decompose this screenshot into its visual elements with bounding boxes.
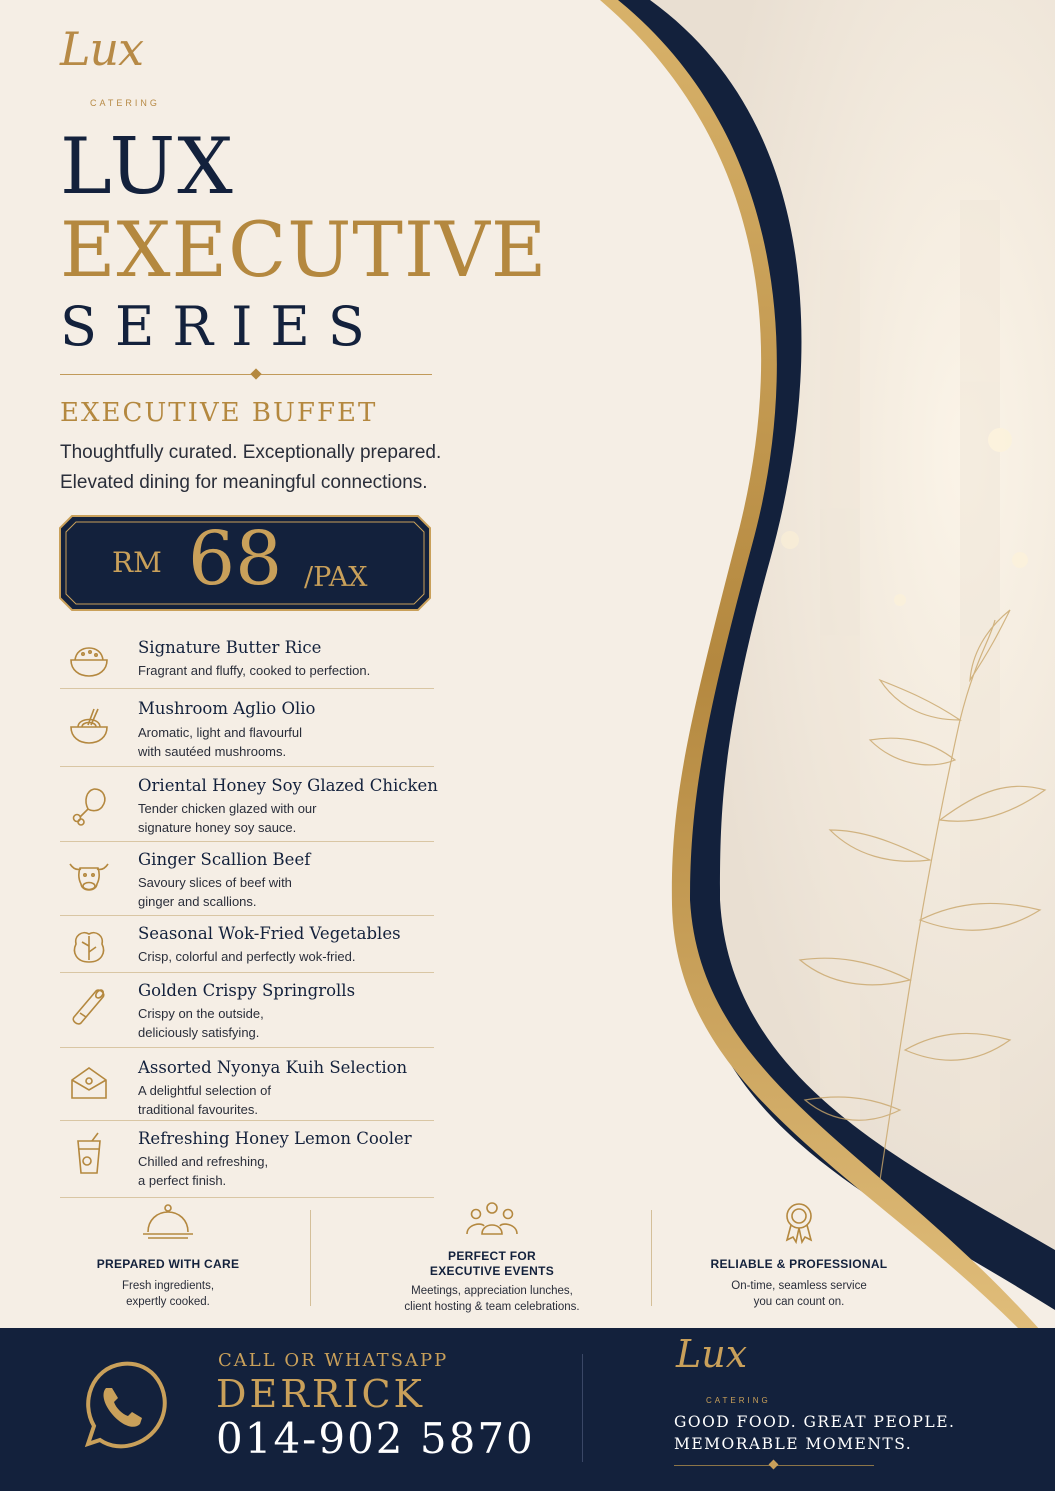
price-unit: /PAX bbox=[304, 562, 368, 593]
menu-item-name: Assorted Nyonya Kuih Selection bbox=[138, 1058, 408, 1077]
feature-title-line: PERFECT FOR bbox=[448, 1249, 536, 1263]
footer-slogan bbox=[674, 1411, 955, 1455]
feature-divider bbox=[651, 1210, 652, 1306]
cow-head-icon bbox=[66, 854, 112, 900]
tagline bbox=[60, 438, 441, 498]
menu-item-desc-line: Chilled and refreshing, bbox=[138, 1154, 269, 1169]
footer-divider bbox=[582, 1354, 583, 1462]
menu-item-desc-line: traditional favourites. bbox=[138, 1102, 258, 1117]
menu-item-desc-line: Crisp, colorful and perfectly wok-fried. bbox=[138, 949, 356, 964]
feature-desc-line: expertly cooked. bbox=[126, 1296, 210, 1308]
menu-item-desc-line: a perfect finish. bbox=[138, 1173, 227, 1188]
menu-item-name: Mushroom Aglio Olio bbox=[138, 699, 316, 718]
menu-item-desc bbox=[138, 947, 355, 966]
menu-item-desc-line: deliciously satisfying. bbox=[138, 1025, 260, 1040]
menu-item bbox=[60, 767, 438, 842]
footer-slogan-line: MEMORABLE MOMENTS. bbox=[674, 1435, 913, 1453]
feature-desc-line: client hosting & team celebrations. bbox=[404, 1301, 580, 1313]
menu-item-name: Refreshing Honey Lemon Cooler bbox=[138, 1129, 412, 1148]
menu-item-name: Signature Butter Rice bbox=[138, 638, 322, 657]
title-line-3: SERIES bbox=[60, 295, 383, 358]
menu-item-name: Ginger Scallion Beef bbox=[138, 850, 311, 869]
menu-item-desc-line: ginger and scallions. bbox=[138, 894, 257, 909]
menu-item-desc-line: Fragrant and fluffy, cooked to perfection. bbox=[138, 663, 371, 678]
contact-name: DERRICK bbox=[216, 1372, 425, 1416]
feature-desc-line: Meetings, appreciation lunches, bbox=[411, 1285, 573, 1297]
price-amount: 68 bbox=[188, 516, 283, 602]
feature-divider bbox=[310, 1210, 311, 1306]
brand-logo bbox=[58, 22, 188, 112]
menu-item bbox=[60, 1121, 434, 1198]
menu-item-desc bbox=[138, 873, 292, 911]
brand-logo-sub: CATERING bbox=[90, 98, 160, 108]
kuih-box-icon bbox=[66, 1060, 112, 1106]
feature-prepared-with-care bbox=[80, 1200, 256, 1310]
feature-desc bbox=[386, 1283, 598, 1315]
tagline-line: Thoughtfully curated. Exceptionally prepared. bbox=[60, 442, 442, 463]
menu-item bbox=[60, 1048, 434, 1121]
menu-item-desc bbox=[138, 1152, 268, 1190]
contact-phone[interactable]: 014-902 5870 bbox=[216, 1414, 535, 1463]
feature-title-line: EXECUTIVE EVENTS bbox=[429, 1264, 555, 1278]
menu-item-desc bbox=[138, 661, 370, 680]
menu-item-desc bbox=[138, 1004, 264, 1042]
menu-item-desc bbox=[138, 1081, 271, 1119]
menu-item bbox=[60, 628, 434, 689]
pasta-bowl-icon bbox=[66, 703, 112, 749]
footer-logo-script: Lux bbox=[676, 1332, 748, 1376]
buffet-title: EXECUTIVE BUFFET bbox=[60, 398, 378, 428]
feature-executive-events bbox=[386, 1200, 598, 1315]
tagline-line: Elevated dining for meaningful connections. bbox=[60, 472, 428, 493]
contact-label: CALL OR WHATSAPP bbox=[218, 1350, 449, 1371]
feature-title-line: RELIABLE & PROFESSIONAL bbox=[710, 1257, 888, 1271]
springroll-icon bbox=[66, 983, 112, 1029]
menu-item-name: Oriental Honey Soy Glazed Chicken bbox=[138, 776, 438, 795]
menu-item bbox=[60, 842, 434, 916]
menu-item-desc-line: with sautéed mushrooms. bbox=[138, 744, 287, 759]
price-currency: RM bbox=[112, 546, 162, 579]
menu-item-desc-line: signature honey soy sauce. bbox=[138, 820, 297, 835]
menu-item bbox=[60, 973, 434, 1048]
menu-list bbox=[60, 628, 438, 1198]
feature-title bbox=[386, 1249, 598, 1279]
menu-item bbox=[60, 689, 434, 767]
feature-reliable-professional bbox=[702, 1200, 896, 1310]
menu-item-desc-line: A delightful selection of bbox=[138, 1083, 271, 1098]
footer-slogan-line: GOOD FOOD. GREAT PEOPLE. bbox=[674, 1413, 956, 1431]
drink-glass-icon bbox=[66, 1131, 112, 1177]
vegetable-icon bbox=[66, 922, 112, 968]
menu-item-name: Golden Crispy Springrolls bbox=[138, 981, 356, 1000]
cloche-icon bbox=[140, 1200, 196, 1242]
award-ribbon-icon bbox=[779, 1200, 819, 1244]
title-divider bbox=[60, 374, 432, 375]
feature-desc-line: Fresh ingredients, bbox=[121, 1280, 215, 1292]
feature-title bbox=[702, 1257, 896, 1272]
menu-item-desc-line: Aromatic, light and flavourful bbox=[138, 725, 303, 740]
price-badge bbox=[58, 514, 432, 612]
menu-item-name: Seasonal Wok-Fried Vegetables bbox=[138, 924, 401, 943]
feature-desc-line: you can count on. bbox=[753, 1296, 845, 1308]
title-line-2: EXECUTIVE bbox=[60, 205, 548, 294]
feature-desc bbox=[702, 1278, 896, 1310]
chicken-drumstick-icon bbox=[66, 781, 112, 827]
feature-desc-line: On-time, seamless service bbox=[731, 1280, 867, 1292]
feature-desc bbox=[80, 1278, 256, 1310]
menu-item-desc bbox=[138, 723, 302, 761]
feature-title-line: PREPARED WITH CARE bbox=[96, 1257, 240, 1271]
menu-item bbox=[60, 916, 434, 973]
feature-title bbox=[80, 1257, 256, 1272]
menu-item-desc-line: Savoury slices of beef with bbox=[138, 875, 292, 890]
rice-bowl-icon bbox=[66, 636, 112, 682]
title-line-1: LUX bbox=[60, 122, 235, 212]
whatsapp-phone-icon[interactable] bbox=[66, 1352, 178, 1464]
menu-item-desc-line: Crispy on the outside, bbox=[138, 1006, 264, 1021]
brand-logo-script: Lux bbox=[60, 22, 144, 76]
menu-item-desc-line: Tender chicken glazed with our bbox=[138, 801, 317, 816]
group-icon bbox=[464, 1200, 520, 1240]
menu-item-desc bbox=[138, 799, 317, 837]
footer-logo-sub: CATERING bbox=[706, 1396, 771, 1405]
